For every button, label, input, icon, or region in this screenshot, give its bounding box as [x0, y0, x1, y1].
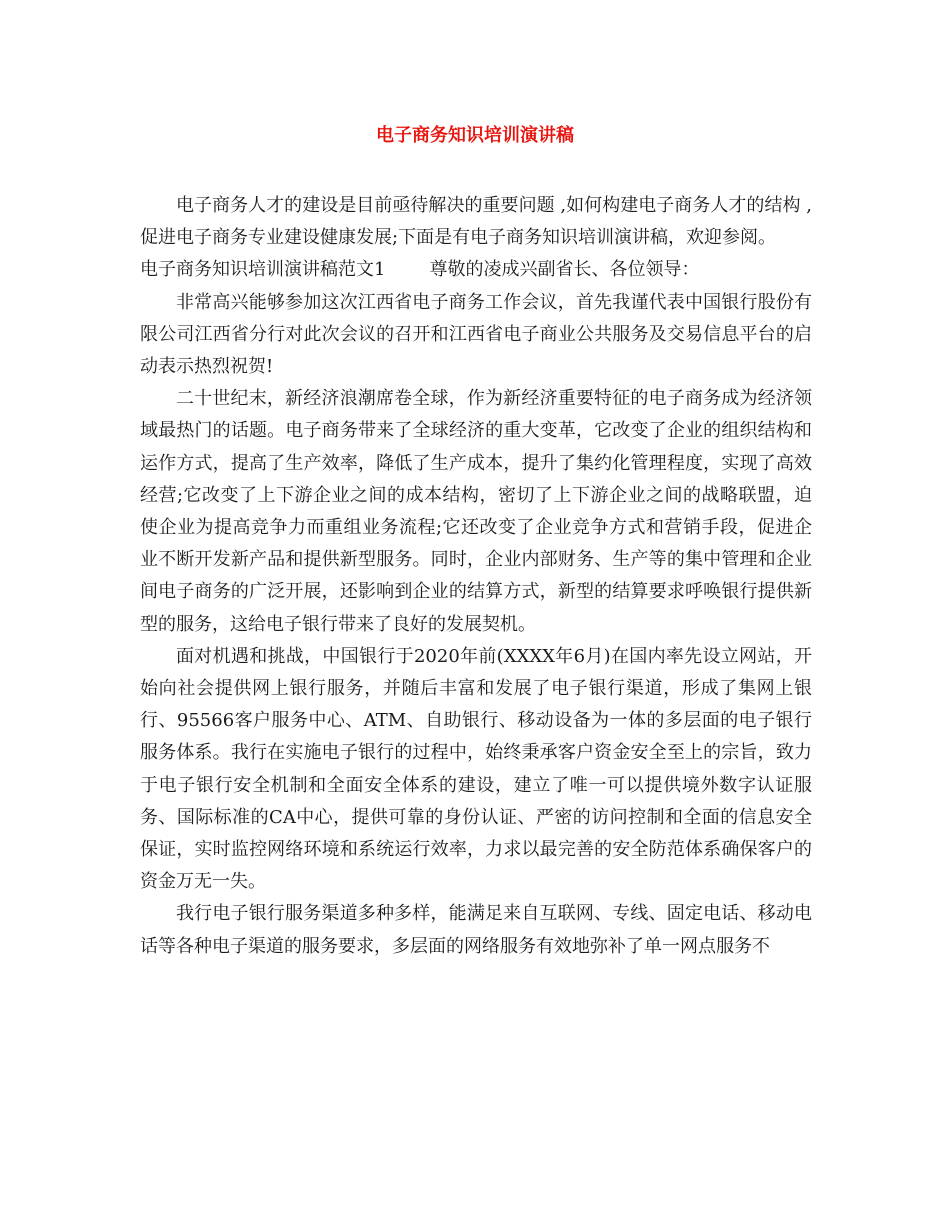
body-paragraph: 二十世纪末，新经济浪潮席卷全球，作为新经济重要特征的电子商务成为经济领域最热门的话题。电子商务带来了全球经济的重大变革，它改变了企业的组织结构和运作方式，提高了生产效率，降低了生产成本，提升了集约化管理程度，实现了高效经营;它改变了上下游企业之间的成本结构，密切了上下游企业之间的战略联盟，迫使企业为提高竞争力而重组业务流程;它还改变了企业竞争方式和营销手段，促进企业不断开发新产品和提供新型服务。同时，企业内部财务、生产等的集中管理和企业间电子商务的广泛开展，还影响到企业的结算方式，新型的结算要求呼唤银行提供新型的服务，这给电子银行带来了良好的发展契机。 [140, 388, 812, 635]
document-body [140, 190, 812, 963]
body-paragraph: 我行电子银行服务渠道多种多样，能满足来自互联网、专线、固定电话、移动电话等各种电子渠道的服务要求，多层面的网络服务有效地弥补了单一网点服务不 [140, 903, 812, 957]
body-paragraph: 面对机遇和挑战，中国银行于2020年前(XXXX年6月)在国内率先设立网站，开始向社会提供网上银行服务，并随后丰富和发展了电子银行渠道，形成了集网上银行、95566客户服务中心、ATM、自助银行、移动设备为一体的多层面的电子银行服务体系。我行在实施电子银行的过程中，始终秉承客户资金安全至上的宗旨，致力于电子银行安全机制和全面安全体系的建设，建立了唯一可以提供境外数字认证服务、国际标准的CA中心，提供可靠的身份认证、严密的访问控制和全面的信息安全保证，实时监控网络环境和系统运行效率，力求以最完善的安全防范体系确保客户的资金万无一失。 [140, 645, 812, 893]
document-title: 电子商务知识培训演讲稿 [376, 125, 574, 146]
intro-paragraph: 电子商务人才的建设是目前亟待解决的重要问题 ,如何构建电子商务人才的结构 ,促进电子商务专业建设健康发展;下面是有电子商务知识培训演讲稿，欢迎参阅。 [140, 195, 812, 249]
salutation: 尊敬的凌成兴副省长、各位领导： [429, 259, 700, 281]
body-paragraph: 非常高兴能够参加这次江西省电子商务工作会议，首先我谨代表中国银行股份有限公司江西省分行对此次会议的召开和江西省电子商业公共服务及交易信息平台的启动表示热烈祝贺! [140, 291, 812, 378]
sample-heading: 电子商务知识培训演讲稿范文1 [140, 259, 386, 281]
sample-heading-line [140, 254, 812, 286]
